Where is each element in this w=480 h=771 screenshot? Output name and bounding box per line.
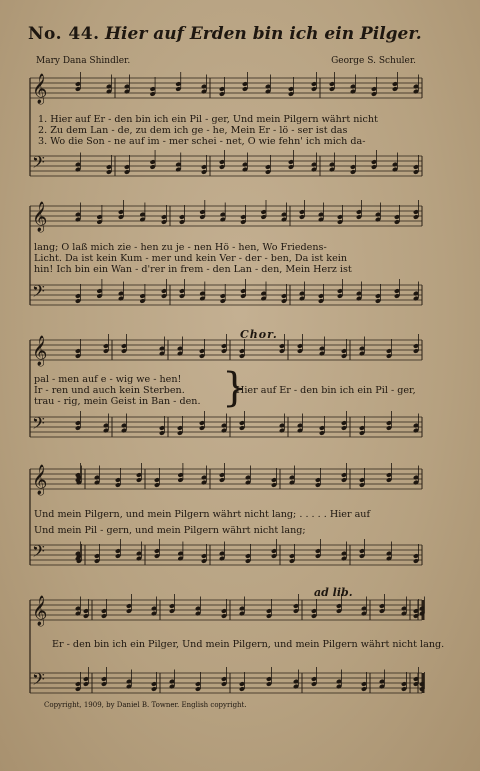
lyric-verse-3-line-3: trau - rig, mein Geist in Ban - den. [34, 396, 201, 407]
lyric-chorus-line-1: Hier auf Er - den bin ich ein Pil - ger, [236, 385, 416, 396]
svg-text:𝄞: 𝄞 [32, 202, 48, 232]
lyric-verse-1-line-1: 1. Hier auf Er - den bin ich ein Pil - ger, Und mein Pilgern währt nicht [38, 114, 378, 125]
svg-text:𝄢: 𝄢 [32, 152, 45, 176]
chorus-marking: Chor. [240, 328, 278, 341]
verse-brace: } [222, 365, 248, 411]
copyright-notice: Copyright, 1909, by Daniel B. Towner. English copyright. [44, 701, 247, 709]
lyric-verse-2-line-2: Licht. Da ist kein Kum - mer und kein Ver - der - ben, Da ist kein [34, 253, 348, 264]
hymn-title: Hier auf Erden bin ich ein Pilger. [105, 24, 422, 44]
svg-text:𝄞: 𝄞 [32, 336, 48, 366]
lyric-chorus-line-3: Er - den bin ich ein Pilger, Und mein Pilgern, und mein Pilgern währt nicht lang. [52, 639, 445, 650]
svg-text:𝄢: 𝄢 [32, 281, 45, 305]
ad-lib-marking: ad lib. [314, 586, 353, 599]
lyric-verse-1-line-2: lang; O laß mich zie - hen zu je - nen Hö - hen, Wo Friedens- [34, 242, 327, 253]
lyric-chorus-line-2b: Und mein Pil - gern, und mein Pilgern währt nicht lang; [34, 525, 306, 536]
lyric-verse-2-line-3: Ir - ren und auch kein Sterben. [34, 385, 185, 396]
lyric-verse-3-line-2: hin! Ich bin ein Wan - d'rer in frem - den Lan - den, Mein Herz ist [34, 264, 352, 275]
svg-text:𝄢: 𝄢 [32, 541, 45, 565]
lyric-verse-1-line-3: pal - men auf e - wig we - hen! [34, 374, 182, 385]
svg-text:𝄞: 𝄞 [32, 465, 48, 495]
lyricist-credit: Mary Dana Shindler. [36, 56, 131, 66]
lyric-chorus-line-2a: Und mein Pilgern, und mein Pilgern währt nicht lang; . . . . . Hier auf [34, 509, 371, 520]
composer-credit: George S. Schuler. [331, 56, 416, 66]
svg-text:𝄢: 𝄢 [32, 669, 45, 693]
svg-text:𝄞: 𝄞 [32, 74, 48, 104]
lyric-verse-3-line-1: 3. Wo die Son - ne auf im - mer schei - net, O wie fehn' ich mich da- [38, 136, 366, 147]
svg-text:𝄢: 𝄢 [32, 413, 45, 437]
lyric-verse-2-line-1: 2. Zu dem Lan - de, zu dem ich ge - he, Mein Er - lö - ser ist das [38, 125, 348, 136]
svg-text:𝄞: 𝄞 [32, 596, 48, 626]
hymn-number: No. 44. [28, 24, 100, 44]
